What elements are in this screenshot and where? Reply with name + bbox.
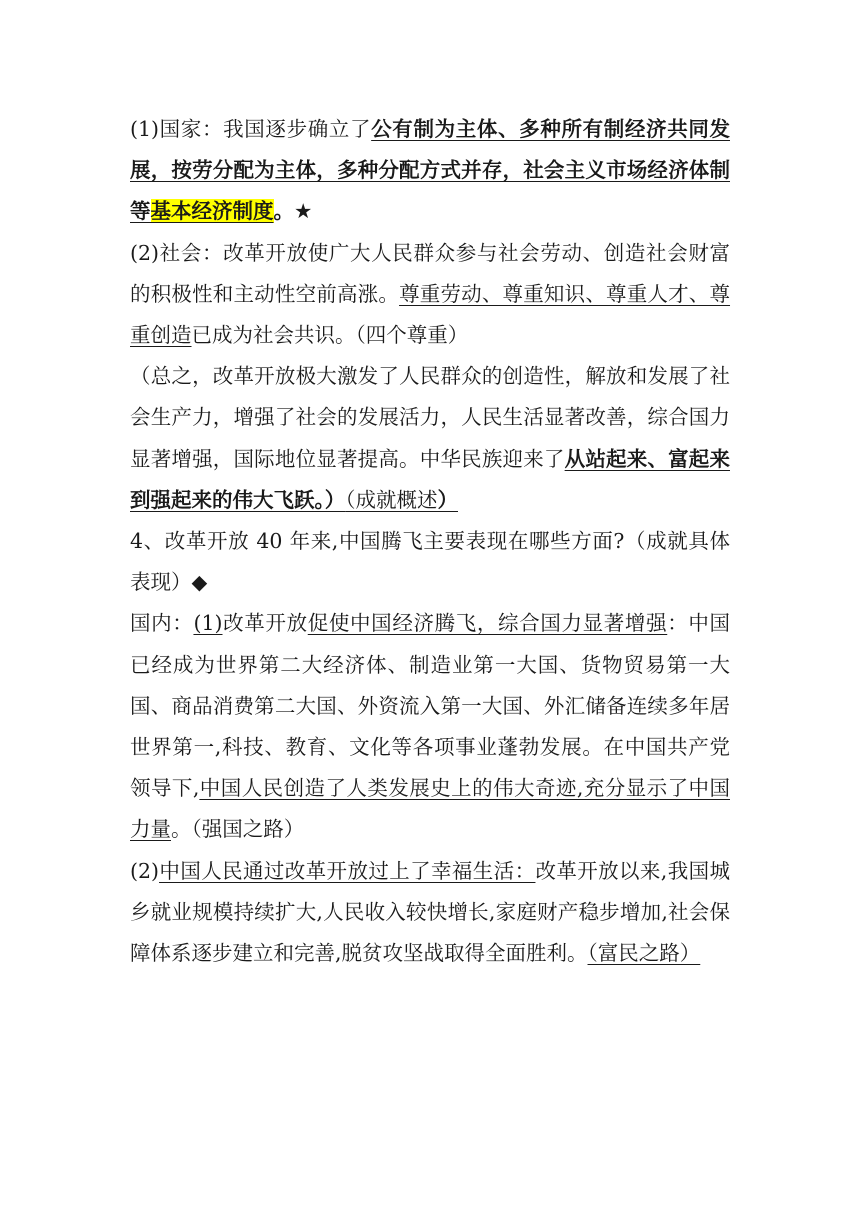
text-segment: 从站起来、富起来到强起来的伟大飞跃。） (130, 446, 730, 512)
text-segment: 改革开放 (222, 611, 308, 636)
text-segment: 促使中国经济腾飞，综合国力显著增强 (307, 611, 668, 636)
text-segment: 公有制为主体、多种所有制经济共同发展，按劳分配为主体，多种分配方式并存，社会主义市场经济体制等 (130, 117, 730, 224)
document-body (130, 109, 730, 974)
text-segment: 中国人民通过改革开放过上了幸福生活： (159, 858, 536, 883)
text-segment: (1) (193, 611, 223, 636)
paragraph-p1 (130, 109, 730, 233)
text-segment: 。★ (273, 199, 313, 224)
text-segment: 。（强国之路） (171, 817, 305, 842)
text-segment: （总之，改革开放极大激发了人民群众的创造性，解放和发展了社会生产力，增强了社会的发展活力，人民生活显著改善，综合国力显著增强，国际地位显著提高。中华民族迎来了 (130, 364, 730, 471)
text-segment: (1)国家：我国逐步确立了 (130, 117, 372, 141)
text-segment: 4、改革开放 40 年来,中国腾飞主要表现在哪些方面?（成就具体表现）◆ (130, 529, 730, 595)
text-segment: ：中国已经成为世界第二大经济体、制造业第一大国、货物贸易第一大国、商品消费第二大国、外资流入第一大国、外汇储备连续多年居世界第一,科技、教育、文化等各项事业蓬勃发展。在中国共产党领导下, (130, 611, 731, 801)
paragraph-p6 (130, 851, 730, 975)
text-segment: ） (437, 487, 458, 512)
paragraph-p4 (130, 521, 730, 603)
text-segment: （成就概述 (345, 487, 438, 512)
text-segment: (2)社会：改革开放使广大人民群众参与社会劳动、创造社会财富的积极性和主动性空前高涨。 (130, 240, 730, 306)
text-segment: (2) (130, 858, 160, 883)
paragraph-p5 (130, 603, 730, 850)
paragraph-p2 (130, 233, 730, 357)
paragraph-p3 (130, 356, 730, 521)
text-segment: 中国人民创造了人类发展史上的伟大奇迹,充分显示了中国力量 (130, 776, 730, 842)
text-segment: 国内： (130, 611, 194, 636)
text-segment: 尊重劳动、尊重知识、尊重人才、尊重创造 (130, 281, 731, 348)
text-segment: 已成为社会共识。（四个尊重） (191, 323, 469, 348)
text-segment: （富民之路） (587, 941, 701, 966)
text-segment: 基本经济制度 (150, 199, 274, 224)
text-segment: 改革开放以来,我国城乡就业规模持续扩大,人民收入较快增长,家庭财产稳步增加,社会保障体系逐步建立和完善,脱贫攻坚战取得全面胜利。 (130, 858, 730, 966)
